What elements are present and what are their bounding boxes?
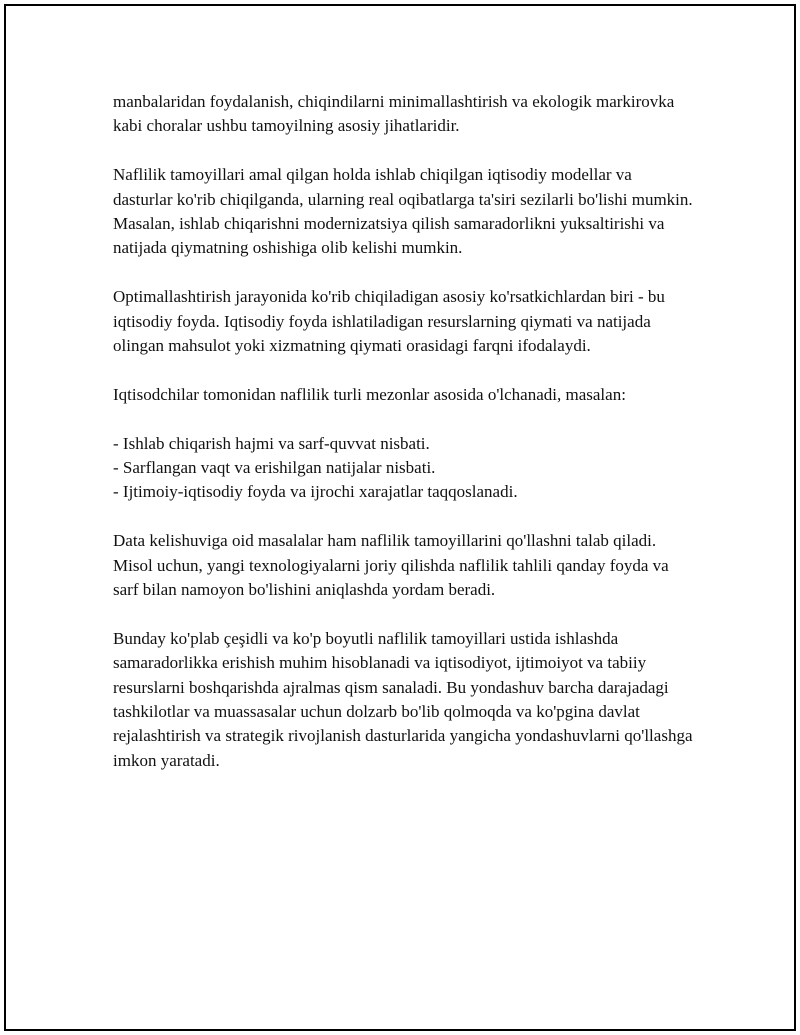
- list-item: - Ishlab chiqarish hajmi va sarf-quvvat nisbati.: [113, 433, 430, 453]
- paragraph-conclusion: Bunday ko'plab çeşidli va ko'p boyutli naflilik tamoyillari ustida ishlashda samaradorlikka erishish muhim hisoblanadi va iqtisodiyot, ijtimoiyot va tabiiy resurslarni boshqarishda ajralmas qism sanaladi. Bu yondashuv barcha darajadagi tashkilotlar va muassasalar uchun dolzarb bo'lib qolmoqda va ko'pgina davlat rejalashtirish va strategik rivojlanish dasturlarida yangicha yondashuvlarni qo'llashga imkon yaratadi.: [113, 628, 693, 770]
- paragraph-economic-models: Naflilik tamoyillari amal qilgan holda ishlab chiqilgan iqtisodiy modellar va dasturlar ko'rib chiqilganda, ularning real oqibatlarga ta'siri sezilarli bo'lishi mumkin. Masalan, ishlab chiqarishni modernizatsiya qilish samaradorlikni yuksaltirishi va natijada qiymatning oshishiga olib kelishi mumkin.: [113, 165, 693, 258]
- paragraph-data-agreement: Data kelishuviga oid masalalar ham naflilik tamoyillarini qo'llashni talab qiladi. Misol uchun, yangi texnologiyalarni joriy qilishda naflilik tahlili qanday foyda va sarf bilan namoyon bo'lishini aniqlashda yordam beradi.: [113, 531, 669, 600]
- paragraph-economic-profit: Optimallashtirish jarayonida ko'rib chiqiladigan asosiy ko'rsatkichlardan biri - bu iqtisodiy foyda. Iqtisodiy foyda ishlatiladigan resurslarning qiymati va natijada olingan mahsulot yoki xizmatning qiymati orasidagi farqni ifodalaydi.: [113, 287, 665, 356]
- paragraph-criteria-intro: Iqtisodchilar tomonidan naflilik turli mezonlar asosida o'lchanadi, masalan:: [113, 384, 626, 404]
- list-item: - Sarflangan vaqt va erishilgan natijalar nisbati.: [113, 458, 436, 478]
- document-body: [113, 90, 693, 798]
- paragraph-ecological-measures: manbalaridan foydalanish, chiqindilarni minimallashtirish va ekologik markirovka kabi choralar ushbu tamoyilning asosiy jihatlaridir.: [113, 92, 675, 136]
- list-item: - Ijtimoiy-iqtisodiy foyda va ijrochi xarajatlar taqqoslanadi.: [113, 482, 518, 502]
- criteria-list: [113, 432, 693, 505]
